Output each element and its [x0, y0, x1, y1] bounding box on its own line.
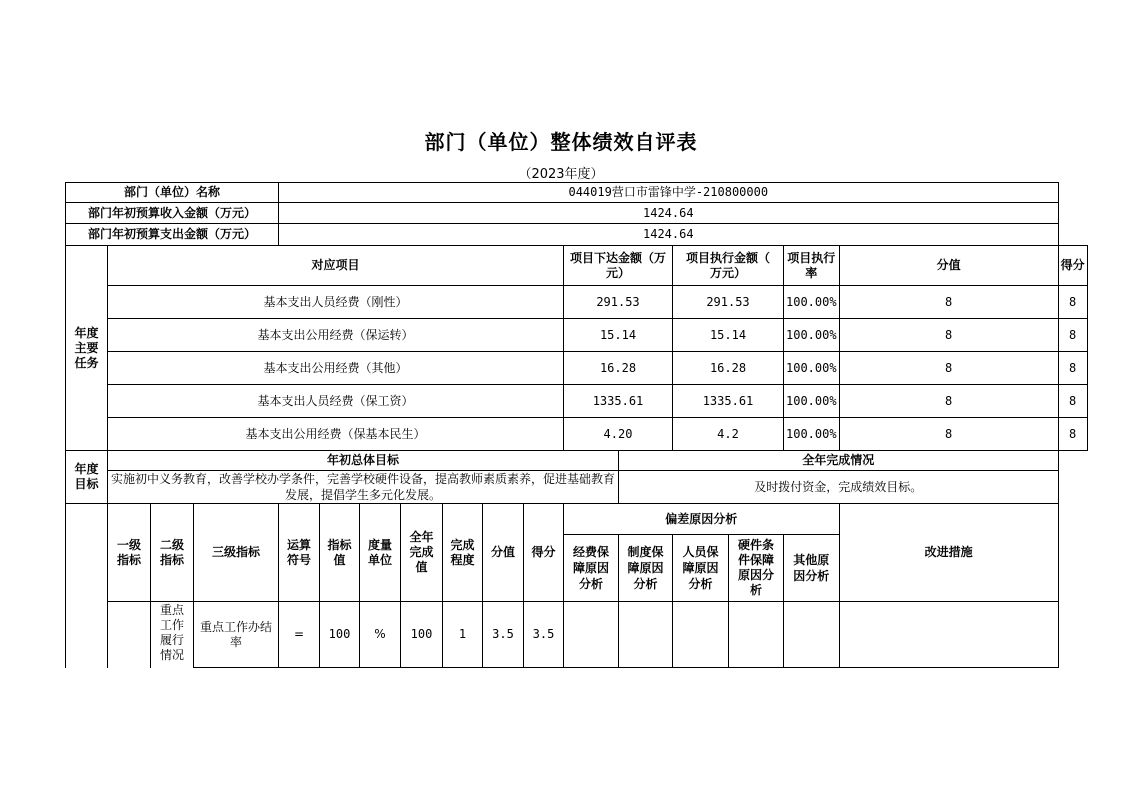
indicators-side-cell [66, 504, 108, 668]
task-rate: 100.00% [784, 352, 840, 385]
tasks-col-score-value: 分值 [839, 246, 1058, 286]
tasks-col-project: 对应项目 [108, 246, 564, 286]
page-subtitle: （2023年度） [518, 167, 604, 182]
indicator-score: 3.5 [524, 602, 564, 668]
col-score: 得分 [524, 504, 564, 602]
col-dev-other: 其他原 因分析 [784, 535, 840, 602]
task-score: 8 [1058, 286, 1087, 319]
goals-header: 年初总体目标 [108, 451, 619, 471]
col-dev-personnel: 人员保 障原因 分析 [673, 535, 729, 602]
col-unit: 度量 单位 [360, 504, 401, 602]
col-dev-system: 制度保 障原因 分析 [619, 535, 673, 602]
completion-text: 及时拨付资金，完成绩效目标。 [619, 471, 1059, 504]
task-executed: 1335.61 [673, 385, 784, 418]
col-degree: 完成 程度 [443, 504, 483, 602]
performance-table [65, 182, 1088, 668]
goals-header-row [66, 451, 1088, 471]
task-issued: 1335.61 [564, 385, 673, 418]
page-title: 部门（单位）整体绩效自评表 [424, 130, 698, 154]
col-target: 指标 值 [320, 504, 360, 602]
indicators-header-row [66, 504, 1088, 535]
indicator-dev-funding [564, 602, 619, 668]
indicator-score-value: 3.5 [483, 602, 524, 668]
task-name: 基本支出公用经费（其他） [108, 352, 564, 385]
task-issued: 16.28 [564, 352, 673, 385]
task-rate: 100.00% [784, 385, 840, 418]
tasks-side-label: 年度 主要 任务 [66, 246, 108, 451]
task-row [66, 319, 1088, 352]
goals-side-label: 年度 目标 [66, 451, 108, 504]
task-rate: 100.00% [784, 286, 840, 319]
task-score: 8 [1058, 418, 1087, 451]
goals-content-row [66, 471, 1088, 504]
task-executed: 4.2 [673, 418, 784, 451]
task-name: 基本支出人员经费（保工资） [108, 385, 564, 418]
dept-name-value: 044019营口市雷锋中学-210800000 [279, 183, 1059, 203]
task-score-value: 8 [839, 385, 1058, 418]
task-row [66, 385, 1088, 418]
tasks-col-issued: 项目下达金额（万元） [564, 246, 673, 286]
indicator-dev-hardware [729, 602, 784, 668]
col-level1: 一级 指标 [108, 504, 151, 602]
indicator-row [66, 602, 1088, 668]
task-name: 基本支出公用经费（保基本民生） [108, 418, 564, 451]
indicator-level2: 重点 工作 履行 情况 [151, 602, 194, 668]
task-score-value: 8 [839, 286, 1058, 319]
dept-name-label: 部门（单位）名称 [66, 183, 279, 203]
task-name: 基本支出公用经费（保运转） [108, 319, 564, 352]
task-score: 8 [1058, 385, 1087, 418]
tasks-col-rate: 项目执行率 [784, 246, 840, 286]
budget-income-value: 1424.64 [279, 203, 1059, 224]
task-row [66, 352, 1088, 385]
task-issued: 4.20 [564, 418, 673, 451]
indicator-dev-personnel [673, 602, 729, 668]
task-score-value: 8 [839, 319, 1058, 352]
indicator-level3: 重点工作办结 率 [194, 602, 279, 668]
task-score-value: 8 [839, 418, 1058, 451]
indicator-unit: % [360, 602, 401, 668]
task-score-value: 8 [839, 352, 1058, 385]
tasks-header-row [66, 246, 1088, 286]
indicator-actual: 100 [401, 602, 443, 668]
indicator-target: 100 [320, 602, 360, 668]
task-row [66, 418, 1088, 451]
indicator-improvement [839, 602, 1058, 668]
col-score-value: 分值 [483, 504, 524, 602]
col-operator: 运算 符号 [279, 504, 320, 602]
task-issued: 291.53 [564, 286, 673, 319]
col-dev-hardware: 硬件条 件保障 原因分 析 [729, 535, 784, 602]
indicator-degree: 1 [443, 602, 483, 668]
task-score: 8 [1058, 352, 1087, 385]
indicator-dev-system [619, 602, 673, 668]
col-deviation: 偏差原因分析 [564, 504, 840, 535]
header-row-expense [66, 224, 1088, 246]
col-actual: 全年 完成 值 [401, 504, 443, 602]
indicator-level1 [108, 602, 151, 668]
col-level2: 二级 指标 [151, 504, 194, 602]
task-executed: 16.28 [673, 352, 784, 385]
indicator-dev-other [784, 602, 840, 668]
task-rate: 100.00% [784, 418, 840, 451]
budget-income-label: 部门年初预算收入金额（万元） [66, 203, 279, 224]
task-rate: 100.00% [784, 319, 840, 352]
budget-expense-value: 1424.64 [279, 224, 1059, 246]
completion-header: 全年完成情况 [619, 451, 1059, 471]
task-score: 8 [1058, 319, 1087, 352]
col-level3: 三级指标 [194, 504, 279, 602]
col-dev-funding: 经费保 障原因 分析 [564, 535, 619, 602]
header-row-income [66, 203, 1088, 224]
tasks-col-executed: 项目执行金额（ 万元） [673, 246, 784, 286]
header-row-name [66, 183, 1088, 203]
task-executed: 291.53 [673, 286, 784, 319]
task-executed: 15.14 [673, 319, 784, 352]
task-row [66, 286, 1088, 319]
budget-expense-label: 部门年初预算支出金额（万元） [66, 224, 279, 246]
task-name: 基本支出人员经费（刚性） [108, 286, 564, 319]
col-improvement: 改进措施 [839, 504, 1058, 602]
task-issued: 15.14 [564, 319, 673, 352]
tasks-col-score: 得分 [1058, 246, 1087, 286]
goals-text: 实施初中义务教育，改善学校办学条件，完善学校硬件设备，提高教师素质素养，促进基础教育发展，提倡学生多元化发展。 [108, 471, 619, 504]
indicator-operator: = [279, 602, 320, 668]
